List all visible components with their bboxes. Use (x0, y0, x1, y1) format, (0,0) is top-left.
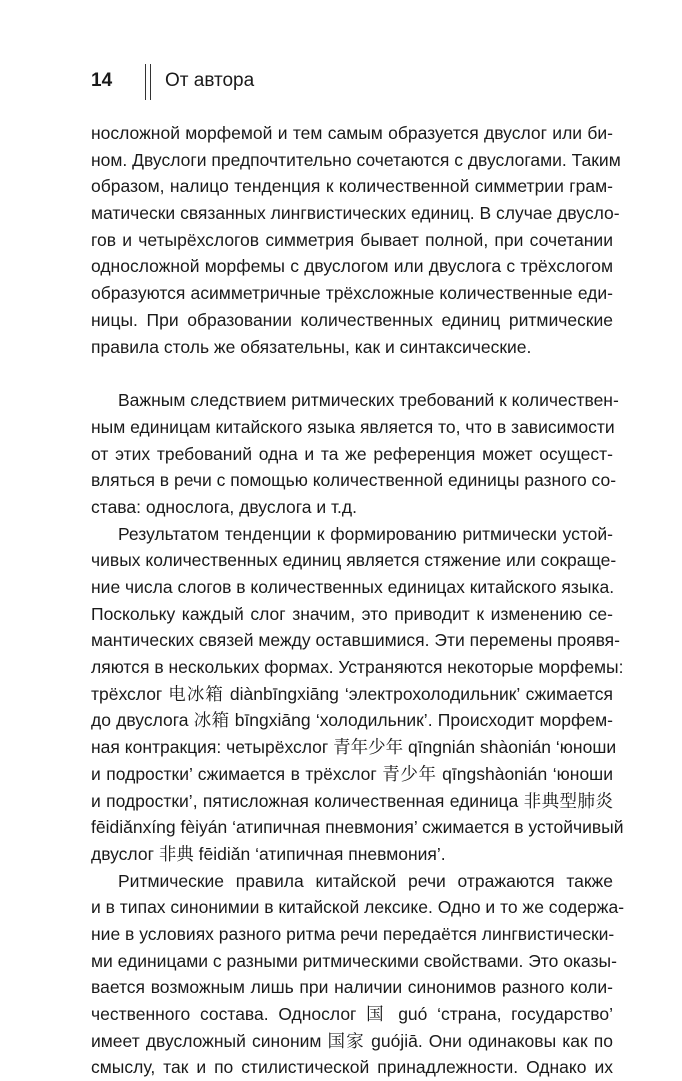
body-text (91, 120, 625, 1081)
paragraph (91, 387, 619, 520)
text-line: ная контракция: четырёхслог 青年少年 qīngnián shàonián ‘юноши (91, 737, 617, 758)
text-line: и подростки’, пятисложная количественная единица 非典型肺炎 (91, 790, 613, 811)
text-line: чивых количественных единиц является стяжение или сокраще- (91, 550, 617, 571)
text-line: до двуслога 冰箱 bīngxiāng ‘холодильник’. Происходит морфем- (91, 710, 613, 731)
text-line: смыслу, так и по стилистической принадлежности. Однако их (91, 1057, 613, 1078)
text-line: ницы. При образовании количественных единиц ритмические (91, 309, 613, 330)
running-header (91, 62, 631, 102)
text-line: и подростки’ сжимается в трёхслог 青少年 qīngshàonián ‘юноши (91, 763, 613, 784)
header-divider (150, 64, 151, 100)
running-title: От автора (165, 70, 255, 91)
text-line: ми единицами с разными ритмическими свойствами. Это оказы- (91, 950, 617, 971)
text-line: и в типах синонимии в китайской лексике. Одно и то же содержа- (91, 897, 625, 918)
page-number: 14 (91, 70, 113, 91)
text-line: мантических связей между оставшимися. Эти перемены проявя- (91, 630, 620, 651)
text-line: ние числа слогов в количественных единицах китайского языка. (91, 577, 615, 597)
text-line: имеет двусложный синоним 国家 guójiā. Они одинаковы как по (91, 1030, 613, 1051)
text-line: Результатом тенденции к формированию ритмически устой- (118, 523, 613, 544)
text-line: ным единицам китайского языка является то, что в зависимости (91, 416, 615, 437)
paragraph-gap (91, 360, 613, 387)
text-line: матически связанных лингвистических единиц. В случае двусло- (91, 203, 620, 224)
text-line: ном. Двуслоги предпочтительно сочетаются с двуслогами. Таким (91, 149, 621, 170)
header-divider (145, 64, 146, 100)
text-line: трёхслог 电冰箱 diànbīngxiāng ‘электрохолодильник’ сжимается (91, 683, 613, 704)
text-line: вляться в речи с помощью количественной единицы разного со- (91, 470, 617, 491)
text-line: правила столь же обязательны, как и синтаксические. (91, 336, 532, 357)
text-line: носложной морфемой и тем самым образуется двуслог или би- (91, 123, 613, 143)
text-line: Важным следствием ритмических требований к количествен- (118, 390, 619, 411)
text-line: образуются асимметричные трёхсложные количественные еди- (91, 283, 613, 304)
text-line: ние в условиях разного ритма речи передаётся лингвистически- (91, 923, 615, 944)
text-line: Ритмические правила китайской речи отражаются также (118, 870, 613, 891)
text-line: Поскольку каждый слог значим, это приводит к изменению се- (91, 603, 613, 624)
text-line: чественного состава. Однослог 国 guó ‘страна, государство’ (91, 1004, 613, 1024)
text-line: двуслог 非典 fēidiǎn ‘атипичная пневмония’. (91, 843, 446, 864)
text-line: гов и четырёхслогов симметрия бывает полной, при сочетании (91, 229, 613, 250)
text-line: ляются в нескольких формах. Устраняются некоторые морфемы: (91, 657, 624, 678)
paragraph (91, 868, 625, 1081)
text-line: fēidiǎnxíng fèiyán ‘атипичная пневмония’ сжимается в устойчивый (91, 817, 624, 838)
text-line: односложной морфемы с двуслогом или двуслога с трёхслогом (91, 256, 613, 277)
text-line: от этих требований одна и та же референция может осущест- (91, 443, 613, 464)
paragraph (91, 521, 624, 868)
paragraph (91, 120, 621, 360)
text-line: образом, налицо тенденция к количественной симметрии грам- (91, 176, 613, 197)
text-line: става: однослога, двуслога и т.д. (91, 496, 357, 517)
text-line: вается возможным лишь при наличии синонимов разного коли- (91, 977, 613, 998)
